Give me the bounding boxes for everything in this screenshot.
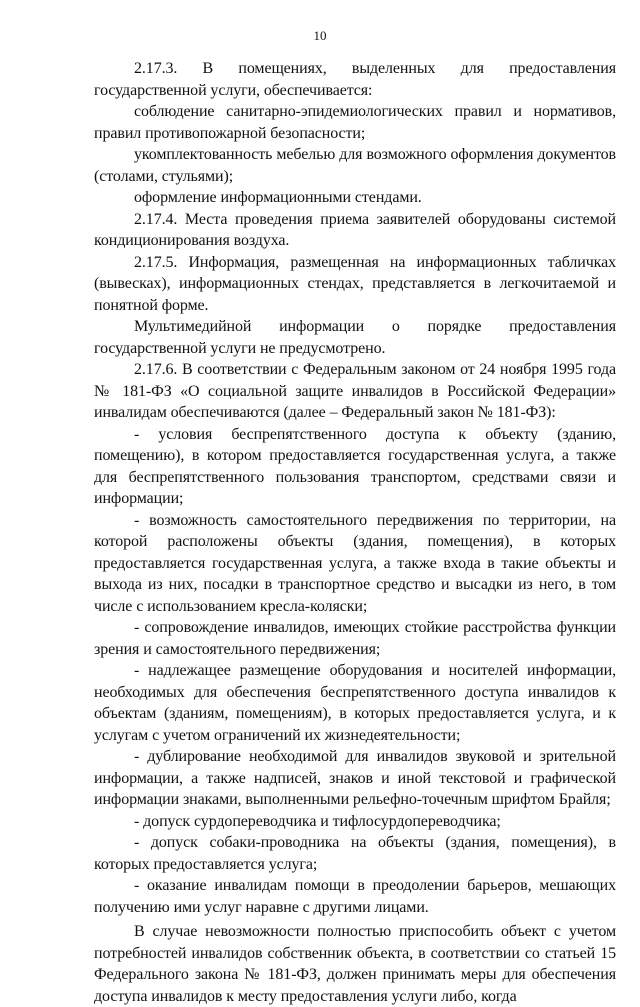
paragraph-sanitary-rules: соблюдение санитарно-эпидемиологических правил и нормативов, правил противопожарной безопасности; xyxy=(94,103,616,142)
paragraph-furniture: укомплектованность мебелью для возможного оформления документов (столами, стульями); xyxy=(94,146,616,185)
paragraph-2-17-4: 2.17.4. Места проведения приема заявителей оборудованы системой кондиционирования воздуха. xyxy=(94,210,616,249)
paragraph-impossibility: В случае невозможности полностью приспособить объект с учетом потребностей инвалидов собственник объекта, в соответствии со статьей 15 Федерального закона № 181-ФЗ, должен принимать меры для обеспечения доступа инвалидов к месту предоставления услуги либо, когда xyxy=(94,923,616,1005)
list-item-access-conditions: - условия беспрепятственного доступа к объекту (зданию, помещению), в котором предоставляется государственная услуга, а также для беспрепятственного пользования транспортом, средствами связи и информации; xyxy=(94,425,616,507)
paragraph-multimedia: Мультимедийной информации о порядке предоставления государственной услуги не предусмотрено. xyxy=(94,318,616,357)
page-number: 10 xyxy=(313,28,327,43)
paragraph-2-17-6: 2.17.6. В соответствии с Федеральным законом от 24 ноября 1995 года № 181-ФЗ «О социальной защите инвалидов в Российской Федерации» инвалидам обеспечиваются (далее – Федеральный закон № 181-ФЗ): xyxy=(94,361,616,421)
list-item-independent-movement: - возможность самостоятельного передвижения по территории, на которой расположены объекты (здания, помещения), в которых предоставляется государственная услуга, а также входа в такие объекты и выхода из них, посадки в транспортное средство и высадки из него, в том числе с использованием кресла-коляски; xyxy=(94,511,616,615)
paragraph-2-17-3: 2.17.3. В помещениях, выделенных для предоставления государственной услуги, обеспечивается: xyxy=(94,60,616,99)
list-item-sign-interpreter: - допуск сурдопереводчика и тифлосурдопереводчика; xyxy=(134,812,501,830)
list-item-guide-dog: - допуск собаки-проводника на объекты (здания, помещения), в которых предоставляется услуга; xyxy=(94,834,616,873)
list-item-assistance: - оказание инвалидам помощи в преодолении барьеров, мешающих получению ими услуг наравне с другими лицами. xyxy=(94,877,616,916)
paragraph-info-stands: оформление информационными стендами. xyxy=(134,189,422,206)
list-item-duplication: - дублирование необходимой для инвалидов звуковой и зрительной информации, а также надписей, знаков и иной текстовой и графической информации знаками, выполненными рельефно-точечным шрифтом Брайля; xyxy=(94,748,616,808)
list-item-escort: - сопровождение инвалидов, имеющих стойкие расстройства функции зрения и самостоятельного передвижения; xyxy=(94,619,616,658)
list-item-equipment-placement: - надлежащее размещение оборудования и носителей информации, необходимых для обеспечения беспрепятственного доступа инвалидов к объектам (зданиям, помещениям), в которых предоставляется услуга, и к услугам с учетом ограничений их жизнедеятельности; xyxy=(94,662,616,744)
document-body xyxy=(94,58,616,1007)
paragraph-2-17-5: 2.17.5. Информация, размещенная на информационных табличках (вывесках), информационных стендах, представляется в легкочитаемой и понятной форме. xyxy=(94,253,616,314)
